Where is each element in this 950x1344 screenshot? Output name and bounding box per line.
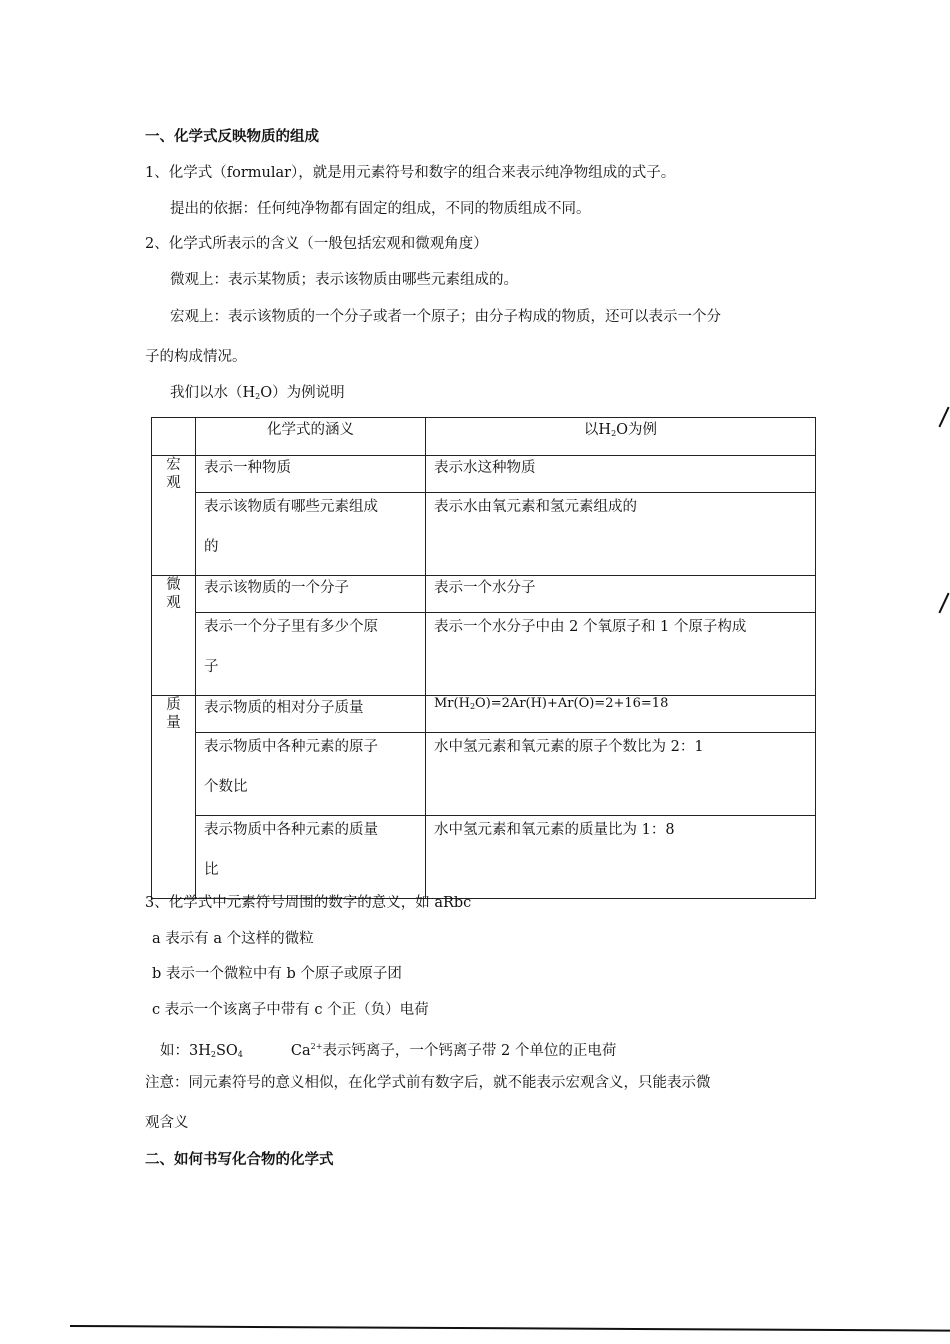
group-micro: 微观 xyxy=(152,576,196,696)
table-row xyxy=(152,576,816,613)
table-row xyxy=(152,456,816,493)
table-cell-example: 表示一个水分子中由 2 个氧原子和 1 个原子构成 xyxy=(426,613,816,696)
table-cell-meaning: 表示该物质有哪些元素组成 的 xyxy=(196,493,426,576)
paragraph-note-line1: 注意：同元素符号的意义相似，在化学式前有数字后，就不能表示宏观含义，只能表示微 xyxy=(145,1075,711,1091)
paragraph-number-meaning: 3、化学式中元素符号周围的数字的意义，如 aRbc xyxy=(145,895,472,911)
group-macro: 宏观 xyxy=(152,456,196,576)
table-cell-meaning: 表示一种物质 xyxy=(196,456,426,493)
paragraph-example-ions: 如：$3H_2SO_4$ $Ca^{2+}$表示钙离子，一个钙离子带 2 个单位的正电荷 xyxy=(160,1042,617,1059)
table-row xyxy=(152,816,816,899)
paragraph-c-meaning: c 表示一个该离子中带有 c 个正（负）电荷 xyxy=(152,1002,429,1018)
section-heading-1: 一、化学式反映物质的组成 xyxy=(145,129,319,145)
table-row xyxy=(152,696,816,733)
table-header-empty xyxy=(152,418,196,456)
paragraph-note-line2: 观含义 xyxy=(145,1115,189,1131)
scan-edge-mark xyxy=(938,407,949,428)
table-cell-example: 表示水由氧元素和氢元素组成的 xyxy=(426,493,816,576)
paragraph-basis: 提出的依据：任何纯净物都有固定的组成，不同的物质组成不同。 xyxy=(170,201,591,217)
scan-edge-mark xyxy=(938,593,949,614)
table-cell-example: 表示一个水分子 xyxy=(426,576,816,613)
table-cell-meaning: 表示物质中各种元素的原子 个数比 xyxy=(196,733,426,816)
paragraph-macro-line1: 宏观上：表示该物质的一个分子或者一个原子；由分子构成的物质，还可以表示一个分 xyxy=(170,309,721,325)
paragraph-meaning-title: 2、化学式所表示的含义（一般包括宏观和微观角度） xyxy=(145,236,488,252)
table-row xyxy=(152,493,816,576)
table-cell-meaning: 表示一个分子里有多少个原 子 xyxy=(196,613,426,696)
table-cell-meaning: 表示物质的相对分子质量 xyxy=(196,696,426,733)
table-row xyxy=(152,613,816,696)
table-cell-example: 水中氢元素和氧元素的质量比为 1：8 xyxy=(426,816,816,899)
table-cell-example: 水中氢元素和氧元素的原子个数比为 2：1 xyxy=(426,733,816,816)
paragraph-b-meaning: b 表示一个微粒中有 b 个原子或原子团 xyxy=(152,966,402,982)
paragraph-macro-line2: 子的构成情况。 xyxy=(145,349,247,365)
group-mass: 质量 xyxy=(152,696,196,899)
table-cell-meaning: 表示该物质的一个分子 xyxy=(196,576,426,613)
table-cell-example: $Mr(H_2O)=2Ar(H)+Ar(O)=2+16=18$ xyxy=(426,696,816,733)
calcium-ion: $Ca^{2+}$ xyxy=(290,1042,323,1059)
formula-sulfuric-acid: $3H_2SO_4$ xyxy=(189,1043,243,1059)
paragraph-water-example: 我们以水$(H_2O)$为例说明 xyxy=(170,385,345,401)
page-bottom-edge-line xyxy=(70,1325,950,1332)
table-header-meaning: 化学式的涵义 xyxy=(196,418,426,456)
paragraph-formula-definition: 1、化学式（formular），就是用元素符号和数字的组合来表示纯净物组成的式子。 xyxy=(145,165,676,181)
table-header-example: 以$H_2O$为例 xyxy=(426,418,816,456)
section-heading-2: 二、如何书写化合物的化学式 xyxy=(145,1152,334,1168)
table-row xyxy=(152,733,816,816)
paragraph-micro: 微观上：表示某物质；表示该物质由哪些元素组成的。 xyxy=(170,272,518,288)
paragraph-a-meaning: a 表示有 a 个这样的微粒 xyxy=(152,931,314,947)
table-header-row xyxy=(152,418,816,456)
table-cell-meaning: 表示物质中各种元素的质量 比 xyxy=(196,816,426,899)
formula-meaning-table xyxy=(151,417,816,899)
table-cell-example: 表示水这种物质 xyxy=(426,456,816,493)
